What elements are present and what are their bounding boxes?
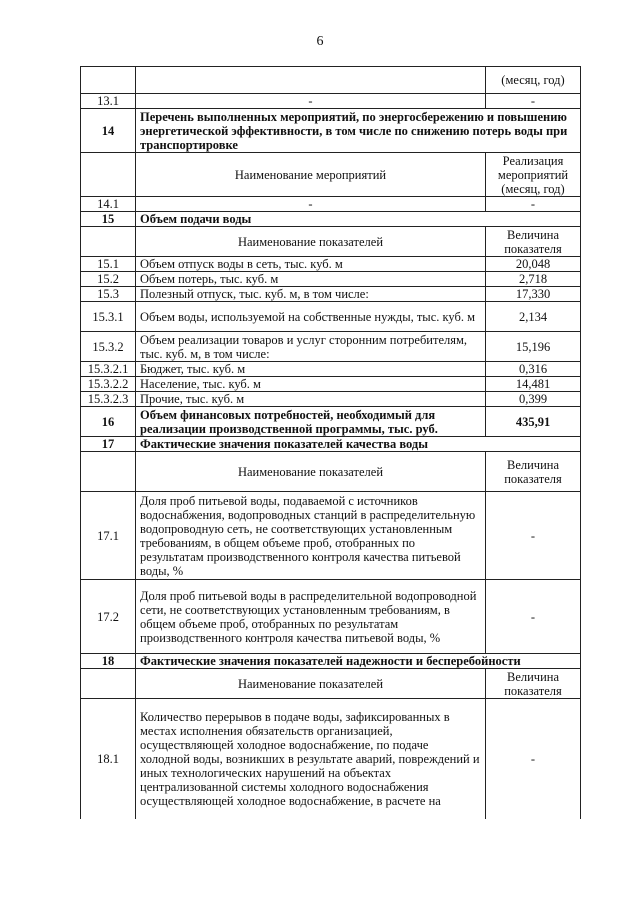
- section-row: [81, 654, 581, 669]
- row-value: -: [486, 197, 581, 212]
- row-number: 15.3: [81, 287, 136, 302]
- row-label: Объем отпуск воды в сеть, тыс. куб. м: [136, 257, 486, 272]
- section-number: 18: [81, 654, 136, 669]
- table-row: [81, 332, 581, 362]
- row-label: -: [136, 94, 486, 109]
- row-number: 17.1: [81, 492, 136, 580]
- row-number: 15.3.2: [81, 332, 136, 362]
- program-table: [80, 66, 581, 819]
- row-label: Бюджет, тыс. куб. м: [136, 362, 486, 377]
- section-row: [81, 109, 581, 153]
- table-row: [81, 362, 581, 377]
- section-number: 14: [81, 109, 136, 153]
- table-header-row: [81, 452, 581, 492]
- row-label: Объем реализации товаров и услуг сторонним потребителям, тыс. куб. м, в том числе:: [136, 332, 486, 362]
- column-header-value: Величина показателя: [486, 452, 581, 492]
- row-number: [81, 452, 136, 492]
- row-value: 2,134: [486, 302, 581, 332]
- row-number: 15.3.1: [81, 302, 136, 332]
- table-row: [81, 287, 581, 302]
- row-label: Население, тыс. куб. м: [136, 377, 486, 392]
- row-number: 15.3.2.2: [81, 377, 136, 392]
- row-number: 16: [81, 407, 136, 437]
- financial-needs-row: [81, 407, 581, 437]
- row-number: 14.1: [81, 197, 136, 212]
- section-number: 15: [81, 212, 136, 227]
- table-row: [81, 302, 581, 332]
- section-title: Перечень выполненных мероприятий, по энергосбережению и повышению энергетической эффективности, в том числе по снижению потерь воды при транспортировке: [136, 109, 581, 153]
- row-value: 0,316: [486, 362, 581, 377]
- table-row: [81, 272, 581, 287]
- row-number: 15.1: [81, 257, 136, 272]
- table-header-row: [81, 669, 581, 699]
- column-header-name: [136, 67, 486, 94]
- column-header-name: Наименование показателей: [136, 227, 486, 257]
- row-label: Объем потерь, тыс. куб. м: [136, 272, 486, 287]
- table-row: [81, 197, 581, 212]
- table-row: [81, 699, 581, 819]
- row-value: -: [486, 580, 581, 654]
- table-header-row: [81, 67, 581, 94]
- row-value: -: [486, 492, 581, 580]
- section-title: Фактические значения показателей качества воды: [136, 437, 581, 452]
- row-label: Объем финансовых потребностей, необходимый для реализации производственной программы, тыс. руб.: [136, 407, 486, 437]
- row-number: 15.3.2.1: [81, 362, 136, 377]
- row-label: -: [136, 197, 486, 212]
- table-row: [81, 492, 581, 580]
- section-number: 17: [81, 437, 136, 452]
- section-row: [81, 437, 581, 452]
- section-row: [81, 212, 581, 227]
- row-value: 17,330: [486, 287, 581, 302]
- row-number: [81, 153, 136, 197]
- row-number: 15.2: [81, 272, 136, 287]
- row-number: 15.3.2.3: [81, 392, 136, 407]
- row-value: 435,91: [486, 407, 581, 437]
- row-value: -: [486, 699, 581, 819]
- row-value: 15,196: [486, 332, 581, 362]
- section-title: Объем подачи воды: [136, 212, 581, 227]
- row-number: 13.1: [81, 94, 136, 109]
- column-header-value: (месяц, год): [486, 67, 581, 94]
- table-row: [81, 94, 581, 109]
- row-label: Доля проб питьевой воды, подаваемой с источников водоснабжения, водопроводных станций в распределительную водопроводную сеть, не соответствующих установленным требованиям, в общем объеме проб, отобранных по результатам производственного контроля качества питьевой воды, %: [136, 492, 486, 580]
- row-number: [81, 67, 136, 94]
- table-header-row: [81, 227, 581, 257]
- table-row: [81, 377, 581, 392]
- row-label: Объем воды, используемой на собственные нужды, тыс. куб. м: [136, 302, 486, 332]
- row-number: [81, 227, 136, 257]
- table-row: [81, 392, 581, 407]
- table-row: [81, 580, 581, 654]
- table-header-row: [81, 153, 581, 197]
- column-header-name: Наименование показателей: [136, 452, 486, 492]
- column-header-name: Наименование мероприятий: [136, 153, 486, 197]
- row-value: 14,481: [486, 377, 581, 392]
- row-label: Доля проб питьевой воды в распределительной водопроводной сети, не соответствующих установленным требованиям, в общем объеме проб, отобранных по результатам производственного контроля качества питьевой воды, %: [136, 580, 486, 654]
- row-number: 18.1: [81, 699, 136, 819]
- column-header-value: Величина показателя: [486, 669, 581, 699]
- section-title: Фактические значения показателей надежности и бесперебойности: [136, 654, 581, 669]
- column-header-name: Наименование показателей: [136, 669, 486, 699]
- row-number: 17.2: [81, 580, 136, 654]
- row-label: Полезный отпуск, тыс. куб. м, в том числе:: [136, 287, 486, 302]
- row-number: [81, 669, 136, 699]
- row-value: 2,718: [486, 272, 581, 287]
- row-value: -: [486, 94, 581, 109]
- table-row: [81, 257, 581, 272]
- row-value: 20,048: [486, 257, 581, 272]
- column-header-value: Величина показателя: [486, 227, 581, 257]
- row-label: Прочие, тыс. куб. м: [136, 392, 486, 407]
- page-number: 6: [316, 34, 324, 49]
- column-header-value: Реализация мероприятий (месяц, год): [486, 153, 581, 197]
- row-value: 0,399: [486, 392, 581, 407]
- row-label: Количество перерывов в подаче воды, зафиксированных в местах исполнения обязательств организацией, осуществляющей холодное водоснабжение, по подаче холодной воды, возникших в результате аварий, повреждений и иных технологических нарушений на объектах централизованной системы холодного водоснабжения осуществляющей холодное водоснабжение, в расчете на: [136, 699, 486, 819]
